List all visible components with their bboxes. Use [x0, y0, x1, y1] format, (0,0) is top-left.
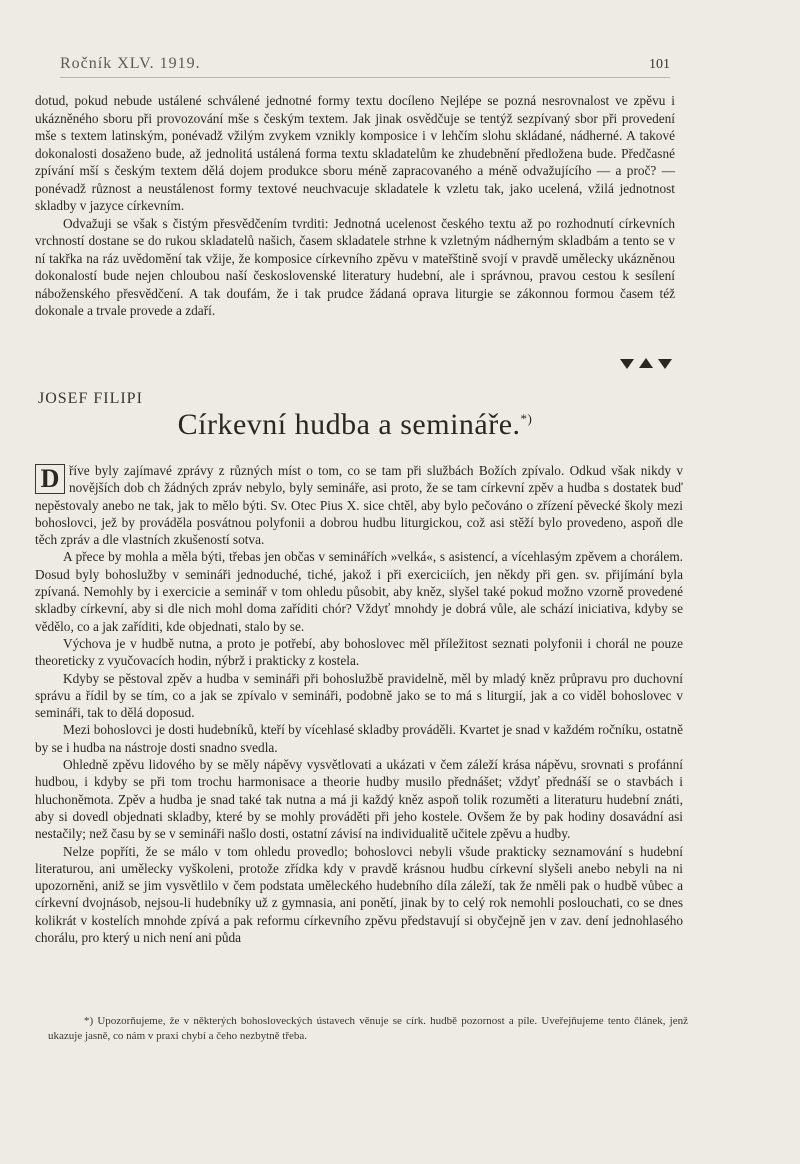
article-body	[35, 462, 683, 946]
paragraph: Nelze popříti, že se málo v tom ohledu provedlo; bohoslovci nebyli všude prakticky seznamování s hudební literaturou, ani umělecky vyškoleni, protože zřídka kdy v pravdě krásnou hudbu církevní slyšeli anebo nebyli na ni upozorněni, aniž se jim vysvětlilo v čem podstata uměleckého hudebního díla záleží, tak že nměli pak o hudbě vůbec a církevní dvojnásob, nejsou-li hudebníky už z gymnasia, ani ponětí, jinak by to celý rok nemohli poslouchati, co se dnes kolikrát v kostelích mnohde zpívá a pak reformu církevního zpěvu představují si obyčejně jen v zav. dení jednohlasého chorálu, pro který u nich není ani půda	[35, 843, 683, 946]
article-title	[0, 408, 710, 442]
paragraph-text: říve byly zajímavé zprávy z různých míst o tom, co se tam při službách Božích zpívalo. Odkud však nikdy v novějších dob ch žádných zpráv nebylo, byly semináře, asi proto, že se tam církevní zpěv a hudba s dostatek buď nepěstovaly anebo ne tak, jak to mělo býti. Sv. Otec Pius X. sice chtěl, aby bylo pečováno o zřízení pěvecké školy mezi bohoslovci, jež by prováděla posvátnou polyfonii a dobrou hudbu liturgickou, což asi stěží bylo provedeno, aspoň dle těch zpráv a dle vlastních zkušeností sotva.	[35, 463, 683, 548]
running-header	[60, 55, 670, 78]
footnote-text: *) Upozorňujeme, že v některých bohosloveckých ústavech věnuje se círk. hudbě pozornost a píle. Uveřejňujeme tento článek, jenž ukazuje jasně, co nám v praxi chybí a čeho nezbytně třeba.	[48, 1015, 688, 1042]
paragraph: dotud, pokud nebude ustálené schválené jednotné formy textu docíleno Nejlépe se pozná nesrovnalost ve zpěvu i ukázněného sboru při provozování mše s českým textem. Jak jinak osvědčuje se tentýž sezpívaný sbor při provedení mše s textem latinským, ponévadž vžilým zvykem vznikly komposice i v lehčím slohu skládané, nádherné. A takové dokonalosti dosaženo bude, až jednolitá ustálená forma textu skladatelům ke zhudebnění předložena bude. Předčasné zpívání mší s českým textem dělá dojem produkce sboru méně zapracovaného a méně odvažujícího — a proč? — ponévadž různost a neustálenost formy textové neuchvacuje skladatele k vzletu tak, jako ucelená, vžilá jednotnost skladby v jazyce církevním.	[35, 93, 675, 213]
article-author: JOSEF FILIPI	[38, 390, 143, 407]
paragraph: Výchova je v hudbě nutna, a proto je potřebí, aby bohoslovec měl příležitost seznati polyfonii i chorál ne pouze theoreticky z vyučovacích hodin, nýbrž i prakticky z kostela.	[35, 635, 683, 669]
article-title-text: Církevní hudba a semináře.	[177, 408, 521, 441]
paragraph: Odvažuji se však s čistým přesvědčením tvrditi: Jednotná ucelenost českého textu až po rozhodnutí církevních vrchností dostane se do rukou skladatelů našich, časem skladatele strhne k vzletným nádherným skladbám a tento se v ní takřka na ráz uvědomění tak vžije, že komposice církevního zpěvu v mateřštině svojí v pravdě umělecky ukázněnou dokonalostí bude nejen chloubou naší československé literatury hudební, ale i správnou, pravou cestou k sesílení náboženského přesvědčení. A tak doufám, že i tak prudce žádaná oprava liturgie se zákonnou formou časem též dokonale a trvale provede a zdaří.	[35, 215, 675, 318]
paragraph: Mezi bohoslovci je dosti hudebníků, kteří by vícehlasé skladby prováděli. Kvartet je snad v každém ročníku, ostatně by se i hudba na nástroje dosti snadno svedla.	[35, 722, 683, 755]
footnote-marker: *)	[520, 411, 533, 426]
drop-cap: D	[35, 464, 65, 494]
paragraph	[35, 462, 683, 548]
paragraph: Ohledně zpěvu lidového by se měly nápěvy vysvětlovati a ukázati v čem záleží krása nápěvu, srovnati s profánní hudbou, i kdyby se při tom trochu harmonisace a theorie hudby musilo přednášet; vždyť přednáší se o stavbách i hluchoněmota. Zpěv a hudba je snad také tak nutna a má ji každý kněz aspoň tolik rozuměti a literaturu hudební znáti, aby si dovedl objednati skladby, které by se mohly prováděti při jeho kostele. Ovšem že by pak hodiny dosavádní asi nestačily; než času by se v semináři našlo dosti, ostatní závisí na individualitě učitele zpěvu a hudby.	[35, 757, 683, 842]
continuation-text	[35, 92, 675, 320]
volume-label: Ročník XLV. 1919.	[60, 55, 201, 72]
footnote	[48, 1014, 688, 1044]
paragraph: Kdyby se pěstoval zpěv a hudba v semináři při bohoslužbě pravidelně, měl by mladý kněz průpravu pro duchovní správu a řídil by se tím, co a jak se zpívalo v semináři, podobně jako se to má s liturgií, jak a co viděl bohoslovec v semináři, tak to dělá doposud.	[35, 670, 683, 721]
paragraph: A přece by mohla a měla býti, třebas jen občas v seminářích »velká«, s asistencí, a vícehlasým zpěvem a chorálem. Dosud byly bohoslužby v semináři jednoduché, tiché, jakož i při exerciciích, jen někdy při gen. sv. přijímání byla zpívaná. Nemohly by i exercicie a seminář v tom ohledu působit, aby kněz, slyšel také pokud možno vzorně provedené skladby církevní, aby si dle nich mohl doma zaříditi chór? Vždyť mnohdy je dobrá vůle, ale schází iniciativa, kdyby se vědělo, co a jak zaříditi, kde objednati, stalo by se.	[35, 549, 683, 634]
page-number: 101	[649, 57, 670, 72]
section-divider-ornament	[620, 357, 672, 371]
